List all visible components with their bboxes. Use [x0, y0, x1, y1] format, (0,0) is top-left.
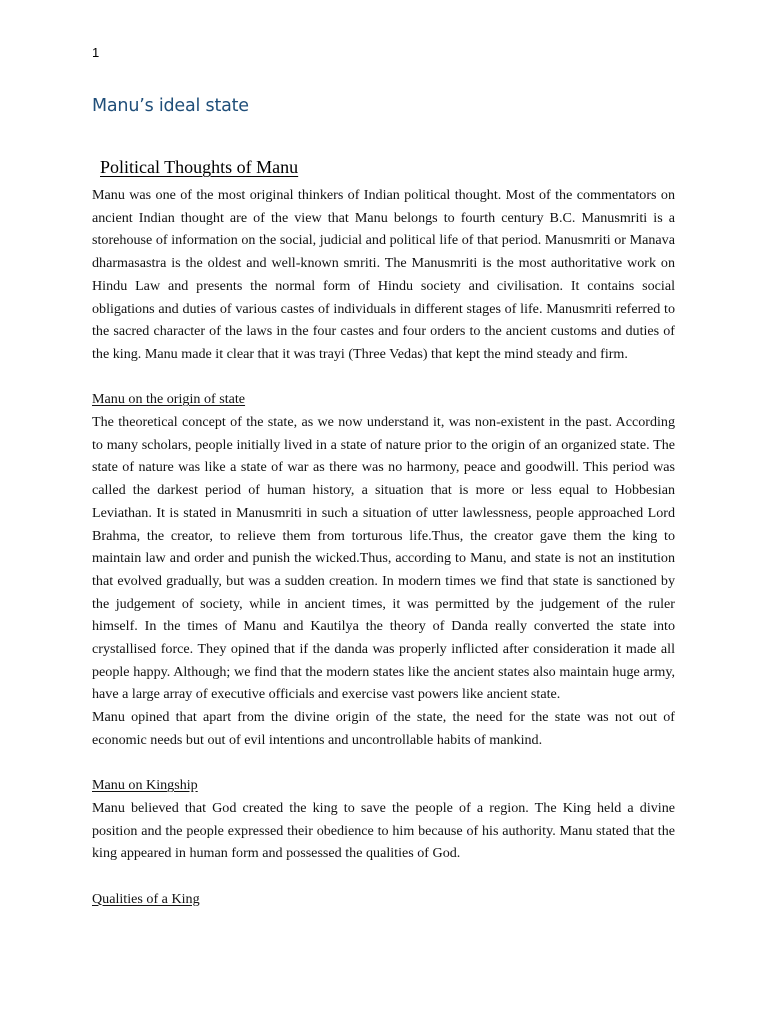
origin-of-state-paragraph: The theoretical concept of the state, as we now understand it, was non-existent in the past. According to many scholars, people initially lived in a state of nature prior to the origin of an organized state. The state of nature was like a state of war as there was no harmony, peace and goodwill. This period was called the darkest period of human history, a situation that is more or less equal to Hobbesian Leviathan. It is stated in Manusmriti in such a situation of utter lawlessness, people approached Lord Brahma, the creator, to relieve them from torturous life.Thus, the creator gave them the king to maintain law and order and punish the wicked.Thus, according to Manu, and state is not an institution that evolved gradually, but was a sudden creation. In modern times we find that state is sanctioned by the judgement of society, while in ancient times, it was permitted by the judgement of the ruler himself. In the times of Manu and Kautilya the theory of Danda really converted the state into crystallised force. They opined that if the danda was properly inflicted after consideration it made all people happy. Although; we find that the modern states like the ancient states also maintain huge army, have a large array of executive officials and exercise vast powers like ancient state.	[92, 414, 675, 703]
kingship-paragraph: Manu believed that God created the king to save the people of a region. The King held a divine position and the people expressed their obedience to him because of his authority. Manu stated that the king appeared in human form and possessed the qualities of God.	[92, 799, 675, 862]
intro-paragraph: Manu was one of the most original thinkers of Indian political thought. Most of the commentators on ancient Indian thought are of the view that Manu belongs to fourth century B.C. Manusmriti is a storehouse of information on the social, judicial and political life of that period. Manusmriti or Manava dharmasastra is the oldest and well-known smriti. The Manusmriti is the most authoritative work on Hindu Law and presents the normal form of Hindu society and civilisation. It contains social obligations and duties of various castes of individuals in different stages of life. Manusmriti referred to the sacred character of the laws in the four castes and four orders to the ancient customs and duties of the king. Manu made it clear that it was trayi (Three Vedas) that kept the mind steady and firm.	[92, 187, 675, 362]
paragraph-spacer	[92, 865, 675, 888]
paragraph-spacer	[92, 752, 675, 775]
document-body	[92, 184, 675, 910]
origin-of-state-heading: Manu on the origin of state	[92, 391, 246, 408]
main-heading: Political Thoughts of Manu	[100, 157, 299, 177]
kingship-heading: Manu on Kingship	[92, 777, 198, 794]
qualities-of-king-heading: Qualities of a King	[92, 890, 200, 907]
paragraph-spacer	[92, 366, 675, 389]
origin-of-state-paragraph-2: Manu opined that apart from the divine origin of the state, the need for the state was not out of economic needs but out of evil intentions and uncontrollable habits of mankind.	[92, 709, 675, 748]
page-number: 1	[92, 45, 100, 60]
document-title: Manu’s ideal state	[92, 96, 249, 116]
